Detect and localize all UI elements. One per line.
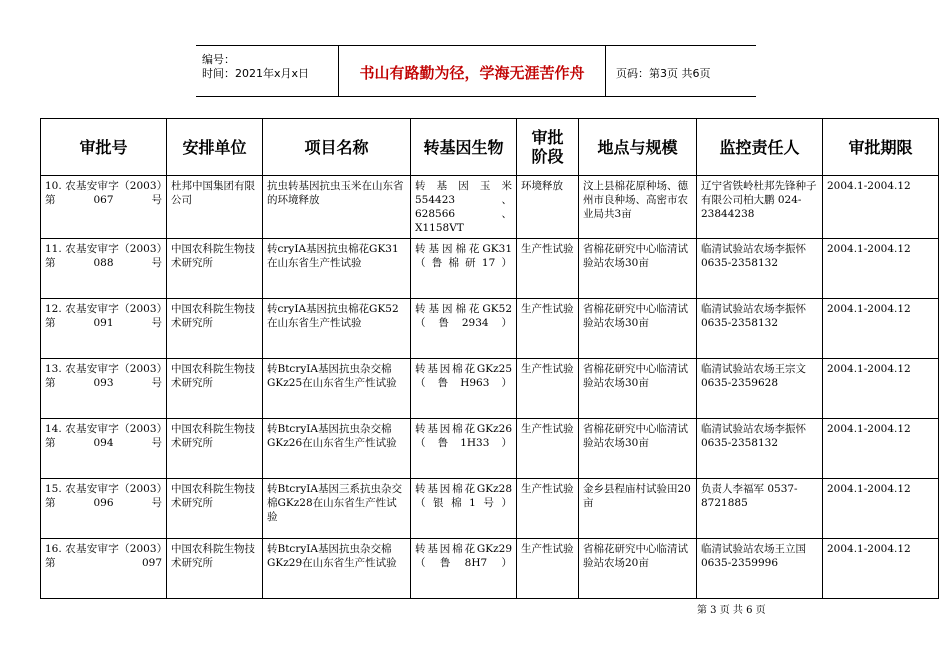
cell-project: 转cryIA基因抗虫棉花GK52在山东省生产性试验	[263, 299, 411, 359]
cell-unit: 中国农科院生物技术研究所	[167, 539, 263, 599]
page-footer: 第 3 页 共 6 页	[697, 605, 766, 616]
cell-period: 2004.1-2004.12	[823, 176, 939, 239]
table-row	[41, 299, 939, 359]
cell-organism: 转基因棉花GK31（鲁棉研17）	[411, 239, 517, 299]
table-body	[41, 176, 939, 599]
cell-contact: 临清试验站农场李振怀 0635-2358132	[697, 419, 823, 479]
cell-unit: 中国农科院生物技术研究所	[167, 479, 263, 539]
header-page-label: 页码：第3页 共6页	[616, 67, 711, 80]
cell-project: 转BtcryIA基因抗虫杂交棉GKz25在山东省生产性试验	[263, 359, 411, 419]
cell-period: 2004.1-2004.12	[823, 359, 939, 419]
cell-period: 2004.1-2004.12	[823, 479, 939, 539]
cell-project: 转BtcryIA基因抗虫杂交棉GKz29在山东省生产性试验	[263, 539, 411, 599]
cell-approval-no: 10. 农基安审字（2003）第067号	[41, 176, 167, 239]
table-row	[41, 479, 939, 539]
cell-approval-no: 11. 农基安审字（2003）第088号	[41, 239, 167, 299]
document-time-label: 时间：2021年x月x日	[202, 67, 310, 80]
cell-approval-no: 12. 农基安审字（2003）第091号	[41, 299, 167, 359]
cell-unit: 中国农科院生物技术研究所	[167, 239, 263, 299]
col-header-unit: 安排单位	[167, 119, 263, 176]
cell-site: 省棉花研究中心临清试验站农场30亩	[579, 359, 697, 419]
header-middle-cell	[338, 46, 606, 96]
col-header-contact: 监控责任人	[697, 119, 823, 176]
cell-period: 2004.1-2004.12	[823, 539, 939, 599]
cell-site: 汶上县棉花原种场、德州市良种场、高密市农业局共3亩	[579, 176, 697, 239]
cell-approval-no: 14. 农基安审字（2003）第094号	[41, 419, 167, 479]
col-header-project: 项目名称	[263, 119, 411, 176]
cell-organism: 转基因玉米554423、628566、X1158VT	[411, 176, 517, 239]
col-header-organism: 转基因生物	[411, 119, 517, 176]
cell-contact: 负责人李福军 0537-8721885	[697, 479, 823, 539]
document-number-label: 编号：	[202, 53, 235, 66]
col-header-site: 地点与规模	[579, 119, 697, 176]
cell-period: 2004.1-2004.12	[823, 419, 939, 479]
cell-project: 抗虫转基因抗虫玉米在山东省的环境释放	[263, 176, 411, 239]
cell-stage: 生产性试验	[517, 539, 579, 599]
cell-contact: 临清试验站农场王立国 0635-2359996	[697, 539, 823, 599]
cell-organism: 转基因棉花GKz26（鲁1H33）	[411, 419, 517, 479]
cell-approval-no: 13. 农基安审字（2003）第093号	[41, 359, 167, 419]
cell-contact: 辽宁省铁岭杜邦先锋种子有限公司柏大鹏 024-23844238	[697, 176, 823, 239]
cell-approval-no: 16. 农基安审字（2003）第097	[41, 539, 167, 599]
header-right-cell	[610, 46, 756, 96]
cell-contact: 临清试验站农场王宗文 0635-2359628	[697, 359, 823, 419]
cell-unit: 中国农科院生物技术研究所	[167, 419, 263, 479]
col-header-approval-no: 审批号	[41, 119, 167, 176]
cell-unit: 中国农科院生物技术研究所	[167, 299, 263, 359]
cell-organism: 转基因棉花GKz29（鲁8H7）	[411, 539, 517, 599]
cell-unit: 中国农科院生物技术研究所	[167, 359, 263, 419]
header-motto: 书山有路勤为径，学海无涯苦作舟	[359, 64, 585, 82]
cell-stage: 生产性试验	[517, 419, 579, 479]
cell-contact: 临清试验站农场李振怀 0635-2358132	[697, 239, 823, 299]
table-row	[41, 239, 939, 299]
cell-site: 省棉花研究中心临清试验站农场30亩	[579, 419, 697, 479]
cell-stage: 生产性试验	[517, 359, 579, 419]
table-row	[41, 176, 939, 239]
header-left-cell	[196, 46, 338, 96]
approval-table	[40, 118, 939, 599]
cell-approval-no: 15. 农基安审字（2003）第096号	[41, 479, 167, 539]
table-row	[41, 539, 939, 599]
col-header-stage: 审批阶段	[517, 119, 579, 176]
cell-stage: 生产性试验	[517, 239, 579, 299]
table-row	[41, 359, 939, 419]
cell-organism: 转基因棉花GKz25（鲁H963）	[411, 359, 517, 419]
col-header-period: 审批期限	[823, 119, 939, 176]
cell-project: 转cryIA基因抗虫棉花GK31在山东省生产性试验	[263, 239, 411, 299]
cell-site: 省棉花研究中心临清试验站农场20亩	[579, 539, 697, 599]
table-header-row	[41, 119, 939, 176]
cell-project: 转BtcryIA基因三系抗虫杂交棉GKz28在山东省生产性试验	[263, 479, 411, 539]
cell-stage: 生产性试验	[517, 299, 579, 359]
cell-site: 省棉花研究中心临清试验站农场30亩	[579, 299, 697, 359]
cell-unit: 杜邦中国集团有限公司	[167, 176, 263, 239]
cell-period: 2004.1-2004.12	[823, 239, 939, 299]
cell-contact: 临清试验站农场李振怀 0635-2358132	[697, 299, 823, 359]
cell-site: 金乡县程庙村试验田20亩	[579, 479, 697, 539]
cell-project: 转BtcryIA基因抗虫杂交棉GKz26在山东省生产性试验	[263, 419, 411, 479]
table-row	[41, 419, 939, 479]
cell-organism: 转基因棉花GKz28（银棉1号）	[411, 479, 517, 539]
cell-stage: 生产性试验	[517, 479, 579, 539]
cell-site: 省棉花研究中心临清试验站农场30亩	[579, 239, 697, 299]
cell-organism: 转基因棉花GK52（鲁2934）	[411, 299, 517, 359]
cell-stage: 环境释放	[517, 176, 579, 239]
document-header	[196, 45, 756, 97]
cell-period: 2004.1-2004.12	[823, 299, 939, 359]
